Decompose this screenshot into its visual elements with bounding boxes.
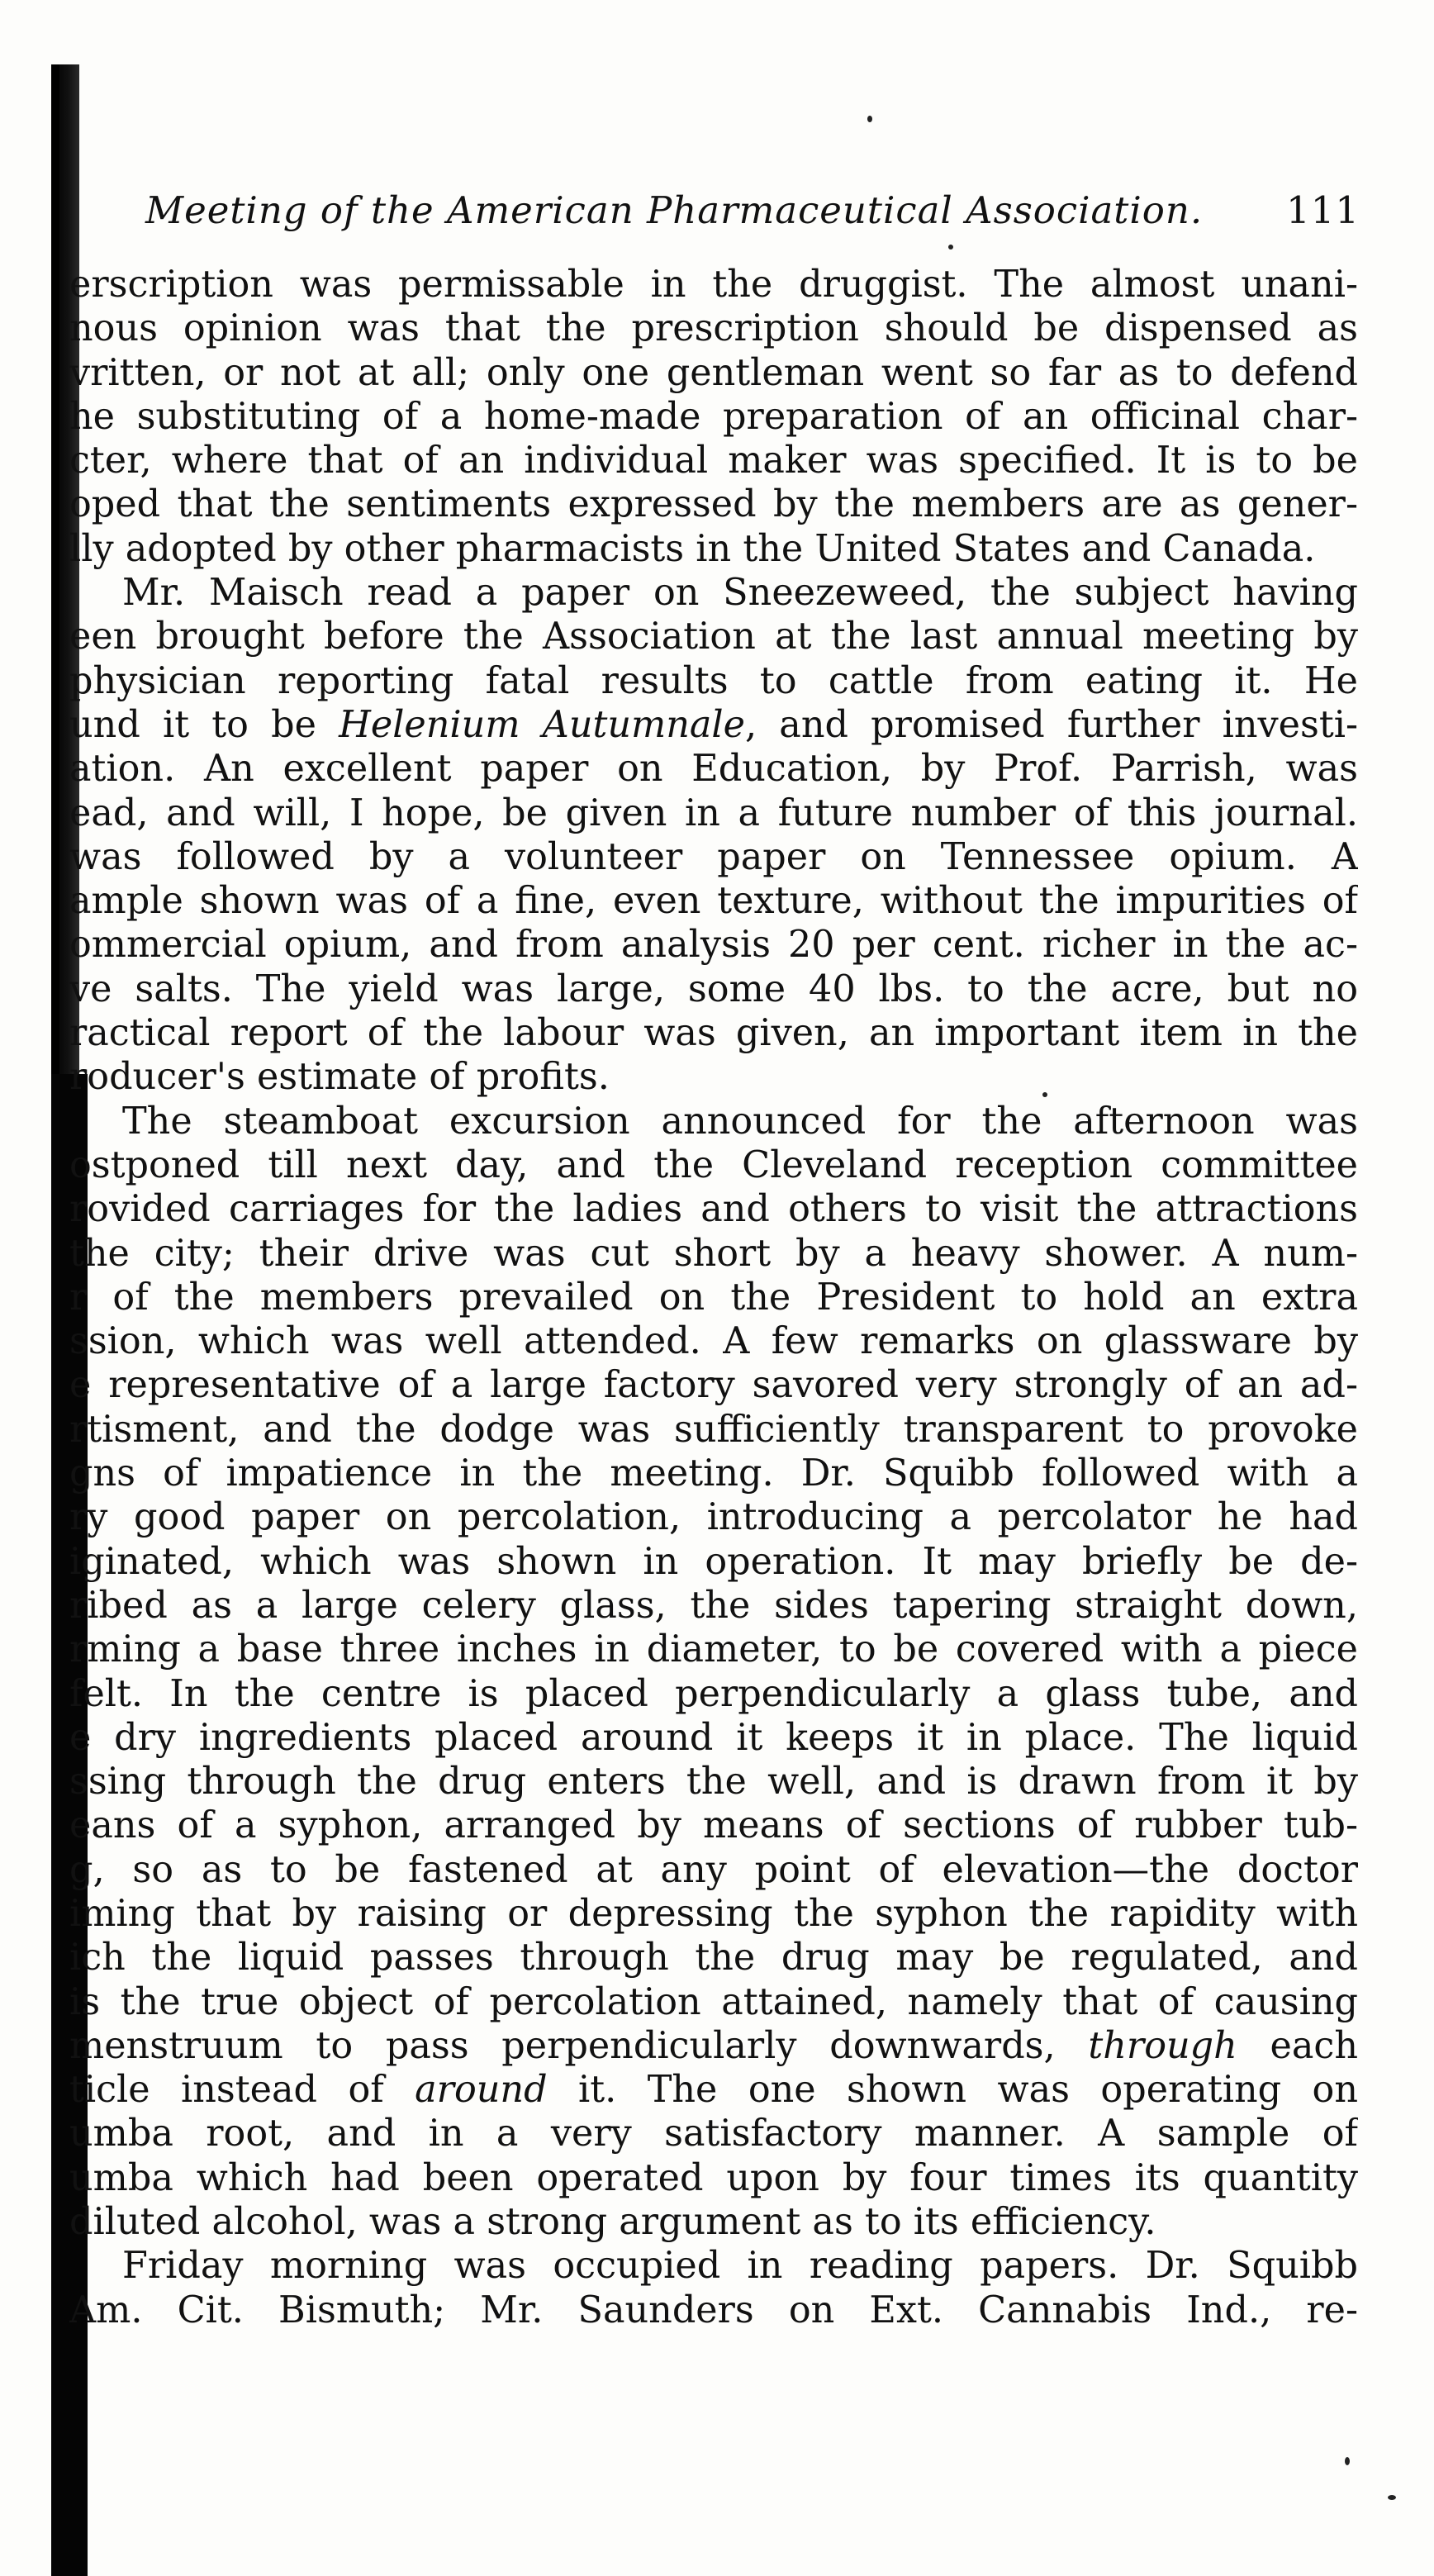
text-line: rtisment, and the dodge was sufficiently transparent to provoke	[69, 1408, 1358, 1451]
text-line	[69, 703, 1358, 747]
text-line: umba which had been operated upon by four times its quantity	[69, 2156, 1358, 2199]
text-line: r of the members prevailed on the President to hold an extra	[69, 1276, 1358, 1319]
text-segment: ticle instead of	[69, 2069, 415, 2112]
text-line: ssion, which was well attended. A few remarks on glassware by	[69, 1320, 1358, 1363]
running-title: Meeting of the American Pharmaceutical Association.	[145, 188, 1204, 232]
text-line: roducer's estimate of profits.	[69, 1056, 610, 1099]
scan-speck	[1388, 2495, 1396, 2500]
text-line: he substituting of a home-made preparation of an officinal char-	[69, 395, 1358, 438]
text-line: rovided carriages for the ladies and others to visit the attractions	[69, 1188, 1358, 1231]
text-line: the city; their drive was cut short by a heavy shower. A num-	[69, 1232, 1358, 1275]
page-number: 111	[1286, 188, 1360, 232]
text-line: Mr. Maisch read a paper on Sneezeweed, the subject having	[122, 572, 1358, 615]
text-line: iginated, which was shown in operation. It may briefly be de-	[69, 1540, 1358, 1583]
text-line: ry good paper on percolation, introducing a percolator he had	[69, 1496, 1358, 1539]
running-header	[145, 188, 1360, 246]
text-line: ommercial opium, and from analysis 20 per cent. richer in the ac-	[69, 924, 1358, 967]
text-line: ample shown was of a fine, even texture, without the impurities of	[69, 880, 1358, 923]
text-line: eans of a syphon, arranged by means of sections of rubber tub-	[69, 1804, 1358, 1847]
text-line: umba root, and in a very satisfactory manner. A sample of	[69, 2113, 1358, 2155]
text-line	[69, 2024, 1358, 2068]
text-line: ve salts. The yield was large, some 40 lbs. to the acre, but no	[69, 967, 1358, 1010]
text-segment: it. The one shown was operating on	[547, 2069, 1358, 2112]
text-line: cter, where that of an individual maker was specified. It is to be	[69, 440, 1358, 482]
text-line: e dry ingredients placed around it keeps it in place. The liquid	[69, 1716, 1358, 1759]
text-segment: und it to be	[69, 703, 340, 746]
text-line: ation. An excellent paper on Education, by Prof. Parrish, was	[69, 748, 1358, 791]
text-line: iming that by raising or depressing the syphon the rapidity with	[69, 1892, 1358, 1935]
scan-speck	[867, 116, 872, 122]
binding-edge	[51, 64, 59, 1172]
text-segment: , and promised further investi-	[744, 703, 1358, 746]
text-line: ich the liquid passes through the drug may be regulated, and	[69, 1937, 1358, 1980]
text-line: erscription was permissable in the druggist. The almost unani-	[69, 264, 1358, 306]
text-line	[69, 2068, 1358, 2112]
text-line: e representative of a large factory savored very strongly of an ad-	[69, 1364, 1358, 1407]
text-line: was followed by a volunteer paper on Tennessee opium. A	[69, 835, 1358, 878]
text-line: ractical report of the labour was given, an important item in the	[69, 1012, 1358, 1055]
text-line: physician reporting fatal results to cattle from eating it. He	[69, 659, 1358, 702]
text-line: ribed as a large celery glass, the sides tapering straight down,	[69, 1584, 1358, 1627]
italic-term: Helenium Autumnale	[339, 703, 745, 746]
text-line: ostponed till next day, and the Cleveland reception committee	[69, 1143, 1358, 1186]
text-line: Am. Cit. Bismuth; Mr. Saunders on Ext. Cannabis Ind., re-	[69, 2288, 1358, 2331]
text-line: diluted alcohol, was a strong argument as to its efficiency.	[69, 2201, 1156, 2244]
text-segment: each	[1237, 2024, 1358, 2067]
text-line: nous opinion was that the prescription should be dispensed as	[69, 307, 1358, 350]
text-line: lly adopted by other pharmacists in the United States and Canada.	[69, 527, 1316, 570]
text-line: ead, and will, I hope, be given in a future number of this journal.	[69, 791, 1358, 834]
text-line: g, so as to be fastened at any point of elevation—the doctor	[69, 1848, 1358, 1891]
text-line: ssing through the drug enters the well, and is drawn from it by	[69, 1761, 1358, 1804]
text-line: rming a base three inches in diameter, to be covered with a piece	[69, 1628, 1358, 1671]
text-line: een brought before the Association at the last annual meeting by	[69, 615, 1358, 658]
text-segment: menstruum to pass perpendicularly downwards,	[69, 2024, 1089, 2067]
body-text	[69, 263, 1358, 2332]
text-line: vritten, or not at all; only one gentleman went so far as to defend	[69, 351, 1358, 394]
scan-speck	[1345, 2457, 1350, 2465]
text-line: gns of impatience in the meeting. Dr. Squibb followed with a	[69, 1452, 1358, 1495]
italic-term: through	[1088, 2024, 1237, 2067]
text-line: oped that the sentiments expressed by the members are as gener-	[69, 483, 1358, 526]
text-line: is the true object of percolation attained, namely that of causing	[69, 1980, 1358, 2023]
text-line: The steamboat excursion announced for the afternoon was	[122, 1100, 1358, 1143]
text-line: Friday morning was occupied in reading papers. Dr. Squibb	[122, 2245, 1358, 2288]
text-line: felt. In the centre is placed perpendicularly a glass tube, and	[69, 1672, 1358, 1715]
italic-term: around	[415, 2069, 548, 2112]
